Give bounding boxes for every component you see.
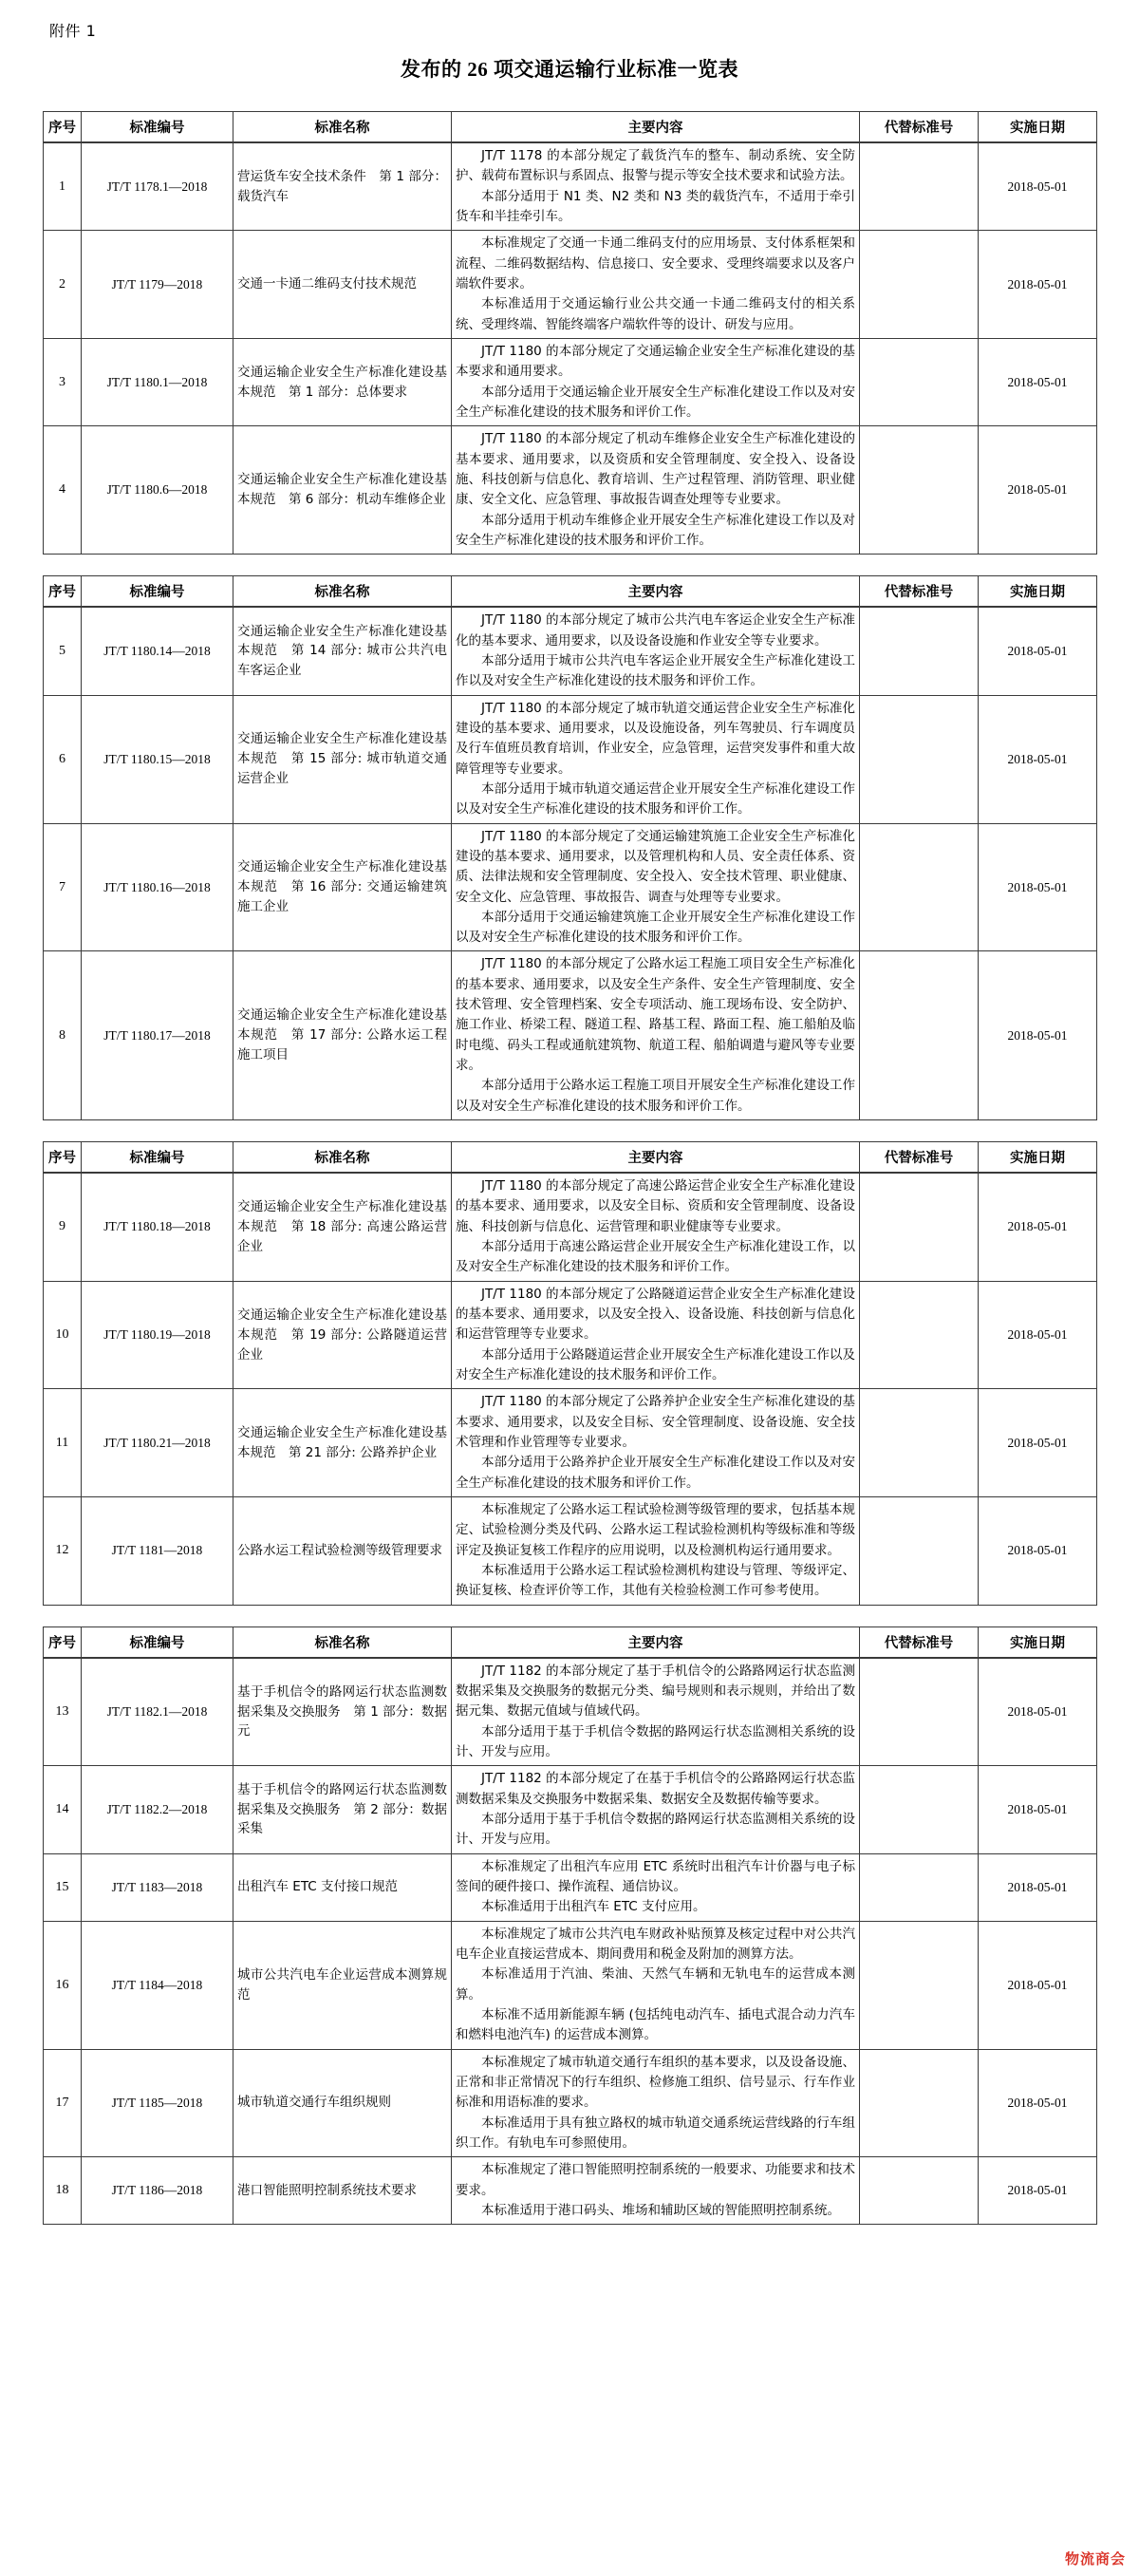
cell-sequence-number: 3 (44, 338, 82, 425)
cell-sequence-number: 5 (44, 607, 82, 695)
cell-replaced-standard (860, 695, 979, 823)
table-block (43, 83, 1096, 555)
cell-replaced-standard (860, 1853, 979, 1921)
cell-sequence-number: 13 (44, 1658, 82, 1766)
cell-standard-name: 公路水运工程试验检测等级管理要求 (233, 1497, 452, 1606)
table-header-row (44, 112, 1097, 143)
cell-standard-name: 交通运输企业安全生产标准化建设基本规范 第 16 部分: 交通运输建筑施工企业 (233, 823, 452, 951)
main-content-paragraph: JT/T 1180 的本部分规定了高速公路运营企业安全生产标准化建设的基本要求、通用要求，以及安全目标、资质和安全管理制度、设备设施、科技创新与信息化、运营管理和职业健康等专业要求。 (456, 1178, 855, 1234)
main-content-paragraph: JT/T 1180 的本部分规定了公路水运工程施工项目安全生产标准化的基本要求、通用要求，以及安全生产条件、安全生产管理制度、安全技术管理、安全管理档案、安全专项活动、施工现场布设、安全防护、施工作业、桥梁工程、隧道工程、路基工程、路面工程、施工船舶及临时电缆、码头工程或通航建筑物、航道工程、船舶调遣与避风等专业要求。 (456, 956, 855, 1074)
cell-standard-code: JT/T 1181—2018 (82, 1497, 233, 1606)
cell-standard-name: 营运货车安全技术条件 第 1 部分：载货汽车 (233, 142, 452, 231)
cell-standard-name: 交通运输企业安全生产标准化建设基本规范 第 19 部分: 公路隧道运营企业 (233, 1281, 452, 1389)
cell-main-content (452, 1921, 860, 2049)
main-content-paragraph: 本部分适用于城市公共汽电车客运企业开展安全生产标准化建设工作以及对安全生产标准化建设的技术服务和评价工作。 (456, 652, 855, 689)
header-name: 标准名称 (233, 576, 452, 608)
cell-replaced-standard (860, 426, 979, 555)
cell-replaced-standard (860, 1281, 979, 1389)
main-content-paragraph: 本标准规定了港口智能照明控制系统的一般要求、功能要求和技术要求。 (456, 2162, 855, 2198)
cell-standard-code: JT/T 1180.18—2018 (82, 1173, 233, 1281)
cell-effective-date: 2018-05-01 (979, 2049, 1097, 2157)
cell-replaced-standard (860, 1173, 979, 1281)
header-main: 主要内容 (452, 1142, 860, 1174)
cell-standard-code: JT/T 1180.14—2018 (82, 607, 233, 695)
cell-effective-date: 2018-05-01 (979, 1853, 1097, 1921)
main-content-paragraph: 本标准适用于公路水运工程试验检测机构建设与管理、等级评定、换证复核、检查评价等工作，其他有关检验检测工作可参考使用。 (456, 1563, 855, 1599)
table-row (44, 142, 1097, 231)
page-title: 发布的 26 项交通运输行业标准一览表 (401, 58, 738, 81)
cell-sequence-number: 15 (44, 1853, 82, 1921)
cell-main-content (452, 1853, 860, 1921)
main-content-paragraph: 本部分适用于公路隧道运营企业开展安全生产标准化建设工作以及对安全生产标准化建设的技术服务和评价工作。 (456, 1346, 855, 1383)
cell-sequence-number: 18 (44, 2157, 82, 2225)
main-content-paragraph: 本标准规定了公路水运工程试验检测等级管理的要求，包括基本规定、试验检测分类及代码、公路水运工程试验检测机构等级标准和等级评定及换证复核工作程序的应用说明，以及检测机构运行通用要求。 (456, 1502, 855, 1558)
cell-standard-name: 交通一卡通二维码支付技术规范 (233, 231, 452, 339)
cell-main-content (452, 142, 860, 231)
main-content-paragraph: JT/T 1180 的本部分规定了交通运输企业安全生产标准化建设的基本要求和通用要求。 (456, 343, 855, 380)
table-row (44, 951, 1097, 1120)
main-content-paragraph: 本部分适用于公路水运工程施工项目开展安全生产标准化建设工作以及对安全生产标准化建设的技术服务和评价工作。 (456, 1078, 855, 1114)
cell-effective-date: 2018-05-01 (979, 1766, 1097, 1853)
header-code: 标准编号 (82, 1142, 233, 1174)
table-row (44, 1658, 1097, 1766)
cell-standard-name: 基于手机信令的路网运行状态监测数据采集及交换服务 第 1 部分：数据元 (233, 1658, 452, 1766)
cell-effective-date: 2018-05-01 (979, 426, 1097, 555)
header-main: 主要内容 (452, 112, 860, 143)
main-content-paragraph: JT/T 1180 的本部分规定了城市轨道交通运营企业安全生产标准化建设的基本要求、通用要求，以及设施设备，列车驾驶员、行车调度员及行车值班员教育培训，作业安全，应急管理，运营突发事件和重大故障管理等专业要求。 (456, 700, 855, 777)
cell-sequence-number: 9 (44, 1173, 82, 1281)
table-row (44, 1281, 1097, 1389)
cell-sequence-number: 11 (44, 1389, 82, 1497)
cell-standard-name: 基于手机信令的路网运行状态监测数据采集及交换服务 第 2 部分：数据采集 (233, 1766, 452, 1853)
cell-replaced-standard (860, 338, 979, 425)
cell-main-content (452, 426, 860, 555)
cell-effective-date: 2018-05-01 (979, 142, 1097, 231)
cell-standard-code: JT/T 1185—2018 (82, 2049, 233, 2157)
table-row (44, 823, 1097, 951)
cell-standard-name: 交通运输企业安全生产标准化建设基本规范 第 15 部分: 城市轨道交通运营企业 (233, 695, 452, 823)
table-row (44, 1853, 1097, 1921)
table-block (43, 1120, 1096, 1606)
cell-standard-code: JT/T 1182.1—2018 (82, 1658, 233, 1766)
cell-main-content (452, 1497, 860, 1606)
cell-replaced-standard (860, 1766, 979, 1853)
main-content-paragraph: 本部分适用于交通运输企业开展安全生产标准化建设工作以及对安全生产标准化建设的技术服务和评价工作。 (456, 384, 855, 420)
tables-container (0, 83, 1139, 2225)
header-code: 标准编号 (82, 1626, 233, 1658)
cell-main-content (452, 951, 860, 1120)
main-content-paragraph: JT/T 1178 的本部分规定了载货汽车的整车、制动系统、安全防护、载荷布置标识与系固点、报警与提示等安全技术要求和试验方法。 (456, 148, 855, 184)
header-replaced: 代替标准号 (860, 1626, 979, 1658)
cell-standard-name: 交通运输企业安全生产标准化建设基本规范 第 6 部分：机动车维修企业 (233, 426, 452, 555)
attachment-label: 附件 1 (49, 22, 97, 40)
cell-effective-date: 2018-05-01 (979, 1921, 1097, 2049)
cell-standard-name: 城市公共汽电车企业运营成本测算规范 (233, 1921, 452, 2049)
main-content-paragraph: 本标准不适用新能源车辆 (包括纯电动汽车、插电式混合动力汽车和燃料电池汽车) 的运营成本测算。 (456, 2006, 855, 2043)
header-replaced: 代替标准号 (860, 1142, 979, 1174)
table-row (44, 2049, 1097, 2157)
cell-sequence-number: 10 (44, 1281, 82, 1389)
cell-standard-code: JT/T 1179—2018 (82, 231, 233, 339)
header-main: 主要内容 (452, 576, 860, 608)
cell-sequence-number: 12 (44, 1497, 82, 1606)
header-code: 标准编号 (82, 112, 233, 143)
table-block (43, 555, 1096, 1120)
main-content-paragraph: JT/T 1180 的本部分规定了公路养护企业安全生产标准化建设的基本要求、通用要求，以及安全目标、安全管理制度、设备设施、安全技术管理和作业管理等专业要求。 (456, 1394, 855, 1451)
cell-standard-name: 交通运输企业安全生产标准化建设基本规范 第 17 部分: 公路水运工程施工项目 (233, 951, 452, 1120)
cell-main-content (452, 2157, 860, 2225)
cell-main-content (452, 1389, 860, 1497)
cell-sequence-number: 14 (44, 1766, 82, 1853)
cell-main-content (452, 823, 860, 951)
table-header-row (44, 1626, 1097, 1658)
main-content-paragraph: 本标准适用于具有独立路权的城市轨道交通系统运营线路的行车组织工作。有轨电车可参照使用。 (456, 2115, 855, 2151)
cell-standard-code: JT/T 1178.1—2018 (82, 142, 233, 231)
table-header-row (44, 576, 1097, 608)
main-content-paragraph: 本标准规定了出租汽车应用 ETC 系统时出租汽车计价器与电子标签间的硬件接口、操作流程、通信协议。 (456, 1858, 855, 1894)
header-name: 标准名称 (233, 1142, 452, 1174)
cell-standard-code: JT/T 1183—2018 (82, 1853, 233, 1921)
header-name: 标准名称 (233, 1626, 452, 1658)
table-header-row (44, 1142, 1097, 1174)
table-row (44, 607, 1097, 695)
cell-standard-name: 交通运输企业安全生产标准化建设基本规范 第 14 部分: 城市公共汽电车客运企业 (233, 607, 452, 695)
main-content-paragraph: JT/T 1182 的本部分规定了基于手机信令的公路路网运行状态监测数据采集及交换服务的数据元分类、编号规则和表示规则，并给出了数据元集、数据元值域与值域代码。 (456, 1663, 855, 1720)
header-date: 实施日期 (979, 1142, 1097, 1174)
cell-replaced-standard (860, 1389, 979, 1497)
cell-effective-date: 2018-05-01 (979, 1658, 1097, 1766)
cell-effective-date: 2018-05-01 (979, 2157, 1097, 2225)
cell-effective-date: 2018-05-01 (979, 1281, 1097, 1389)
cell-standard-code: JT/T 1180.15—2018 (82, 695, 233, 823)
cell-standard-name: 交通运输企业安全生产标准化建设基本规范 第 18 部分: 高速公路运营企业 (233, 1173, 452, 1281)
cell-main-content (452, 607, 860, 695)
cell-effective-date: 2018-05-01 (979, 951, 1097, 1120)
main-content-paragraph: JT/T 1180 的本部分规定了交通运输建筑施工企业安全生产标准化建设的基本要求、通用要求，以及管理机构和人员、安全责任体系、资质、法律法规和安全管理制度、安全投入、安全技术管理、职业健康、安全文化、应急管理、事故报告、调查与处理等专业要求。 (456, 828, 855, 905)
cell-main-content (452, 1173, 860, 1281)
cell-standard-code: JT/T 1180.21—2018 (82, 1389, 233, 1497)
cell-sequence-number: 4 (44, 426, 82, 555)
cell-replaced-standard (860, 1921, 979, 2049)
cell-effective-date: 2018-05-01 (979, 607, 1097, 695)
cell-standard-name: 交通运输企业安全生产标准化建设基本规范 第 1 部分：总体要求 (233, 338, 452, 425)
header-date: 实施日期 (979, 576, 1097, 608)
cell-standard-code: JT/T 1180.6—2018 (82, 426, 233, 555)
table-row (44, 2157, 1097, 2225)
main-content-paragraph: 本标准适用于汽油、柴油、天然气车辆和无轨电车的运营成本测算。 (456, 1966, 855, 2003)
standards-table (43, 575, 1097, 1120)
cell-standard-code: JT/T 1180.19—2018 (82, 1281, 233, 1389)
cell-replaced-standard (860, 607, 979, 695)
header-replaced: 代替标准号 (860, 112, 979, 143)
cell-replaced-standard (860, 1497, 979, 1606)
header-seq: 序号 (44, 1142, 82, 1174)
cell-effective-date: 2018-05-01 (979, 1497, 1097, 1606)
table-row (44, 426, 1097, 555)
main-content-paragraph: JT/T 1180 的本部分规定了公路隧道运营企业安全生产标准化建设的基本要求、通用要求，以及安全投入、设备设施、科技创新与信息化和运营管理等专业要求。 (456, 1286, 855, 1343)
table-block (43, 1606, 1096, 2226)
header-main: 主要内容 (452, 1626, 860, 1658)
cell-replaced-standard (860, 231, 979, 339)
header-seq: 序号 (44, 576, 82, 608)
cell-replaced-standard (860, 823, 979, 951)
cell-main-content (452, 1766, 860, 1853)
main-content-paragraph: 本部分适用于城市轨道交通运营企业开展安全生产标准化建设工作以及对安全生产标准化建设的技术服务和评价工作。 (456, 780, 855, 818)
main-content-paragraph: JT/T 1180 的本部分规定了城市公共汽电车客运企业安全生产标准化的基本要求、通用要求，以及设备设施和作业安全等专业要求。 (456, 612, 855, 649)
cell-sequence-number: 17 (44, 2049, 82, 2157)
header-date: 实施日期 (979, 112, 1097, 143)
cell-sequence-number: 2 (44, 231, 82, 339)
main-content-paragraph: 本标准规定了城市公共汽电车财政补贴预算及核定过程中对公共汽电车企业直接运营成本、期间费用和税金及附加的测算方法。 (456, 1926, 855, 1962)
standards-table (43, 1626, 1097, 2226)
cell-standard-code: JT/T 1182.2—2018 (82, 1766, 233, 1853)
main-content-paragraph: 本标准规定了交通一卡通二维码支付的应用场景、支付体系框架和流程、二维码数据结构、信息接口、安全要求、受理终端要求以及客户端软件要求。 (456, 235, 855, 291)
cell-replaced-standard (860, 2049, 979, 2157)
cell-main-content (452, 338, 860, 425)
header-date: 实施日期 (979, 1626, 1097, 1658)
cell-sequence-number: 1 (44, 142, 82, 231)
table-row (44, 231, 1097, 339)
cell-replaced-standard (860, 2157, 979, 2225)
cell-sequence-number: 6 (44, 695, 82, 823)
main-content-paragraph: 本标准适用于出租汽车 ETC 支付应用。 (481, 1899, 706, 1915)
main-content-paragraph: 本部分适用于基于手机信令数据的路网运行状态监测相关系统的设计、开发与应用。 (456, 1811, 855, 1848)
table-row (44, 1497, 1097, 1606)
cell-sequence-number: 16 (44, 1921, 82, 2049)
table-row (44, 1766, 1097, 1853)
main-content-paragraph: 本标准适用于港口码头、堆场和辅助区域的智能照明控制系统。 (481, 2202, 840, 2218)
header-name: 标准名称 (233, 112, 452, 143)
main-content-paragraph: 本部分适用于机动车维修企业开展安全生产标准化建设工作以及对安全生产标准化建设的技术服务和评价工作。 (456, 512, 855, 548)
main-content-paragraph: JT/T 1180 的本部分规定了机动车维修企业安全生产标准化建设的基本要求、通用要求，以及资质和安全管理制度、安全投入、设备设施、科技创新与信息化、教育培训、生产过程管理、消防管理、职业健康、安全文化、应急管理、事故报告调查处理等专业要求。 (456, 431, 855, 508)
watermark: 物流商会 (1064, 2550, 1126, 2567)
cell-standard-code: JT/T 1184—2018 (82, 1921, 233, 2049)
cell-effective-date: 2018-05-01 (979, 823, 1097, 951)
cell-standard-name: 城市轨道交通行车组织规则 (233, 2049, 452, 2157)
cell-standard-name: 港口智能照明控制系统技术要求 (233, 2157, 452, 2225)
table-row (44, 1173, 1097, 1281)
cell-main-content (452, 2049, 860, 2157)
table-row (44, 1921, 1097, 2049)
cell-sequence-number: 8 (44, 951, 82, 1120)
cell-main-content (452, 231, 860, 339)
cell-standard-code: JT/T 1186—2018 (82, 2157, 233, 2225)
cell-replaced-standard (860, 142, 979, 231)
cell-replaced-standard (860, 951, 979, 1120)
table-row (44, 695, 1097, 823)
cell-standard-name: 交通运输企业安全生产标准化建设基本规范 第 21 部分: 公路养护企业 (233, 1389, 452, 1497)
main-content-paragraph: 本部分适用于 N1 类、N2 类和 N3 类的载货汽车，不适用于牵引货车和半挂牵引车。 (456, 188, 855, 224)
main-content-paragraph: 本部分适用于公路养护企业开展安全生产标准化建设工作以及对安全生产标准化建设的技术服务和评价工作。 (456, 1455, 855, 1491)
cell-main-content (452, 695, 860, 823)
header-seq: 序号 (44, 112, 82, 143)
main-content-paragraph: 本部分适用于交通运输建筑施工企业开展安全生产标准化建设工作以及对安全生产标准化建设的技术服务和评价工作。 (456, 909, 855, 946)
cell-replaced-standard (860, 1658, 979, 1766)
cell-standard-name: 出租汽车 ETC 支付接口规范 (233, 1853, 452, 1921)
cell-standard-code: JT/T 1180.1—2018 (82, 338, 233, 425)
main-content-paragraph: 本标准规定了城市轨道交通行车组织的基本要求，以及设备设施、正常和非正常情况下的行车组织、检修施工组织、信号显示、行车作业标准和用语标准的要求。 (456, 2054, 855, 2111)
cell-effective-date: 2018-05-01 (979, 231, 1097, 339)
main-content-paragraph: 本部分适用于高速公路运营企业开展安全生产标准化建设工作，以及对安全生产标准化建设的技术服务和评价工作。 (456, 1239, 855, 1275)
cell-effective-date: 2018-05-01 (979, 695, 1097, 823)
table-row (44, 1389, 1097, 1497)
header-code: 标准编号 (82, 576, 233, 608)
main-content-paragraph: 本标准适用于交通运输行业公共交通一卡通二维码支付的相关系统、受理终端、智能终端客户端软件等的设计、研发与应用。 (456, 296, 855, 332)
cell-main-content (452, 1281, 860, 1389)
main-content-paragraph: 本部分适用于基于手机信令数据的路网运行状态监测相关系统的设计、开发与应用。 (456, 1723, 855, 1759)
header-replaced: 代替标准号 (860, 576, 979, 608)
table-row (44, 338, 1097, 425)
header-seq: 序号 (44, 1626, 82, 1658)
main-content-paragraph: JT/T 1182 的本部分规定了在基于手机信令的公路路网运行状态监测数据采集及交换服务中数据采集、数据安全及数据传输等要求。 (456, 1771, 855, 1807)
cell-sequence-number: 7 (44, 823, 82, 951)
cell-effective-date: 2018-05-01 (979, 338, 1097, 425)
standards-table (43, 1141, 1097, 1606)
standards-table (43, 111, 1097, 555)
cell-standard-code: JT/T 1180.16—2018 (82, 823, 233, 951)
cell-standard-code: JT/T 1180.17—2018 (82, 951, 233, 1120)
cell-effective-date: 2018-05-01 (979, 1173, 1097, 1281)
cell-main-content (452, 1658, 860, 1766)
cell-effective-date: 2018-05-01 (979, 1389, 1097, 1497)
